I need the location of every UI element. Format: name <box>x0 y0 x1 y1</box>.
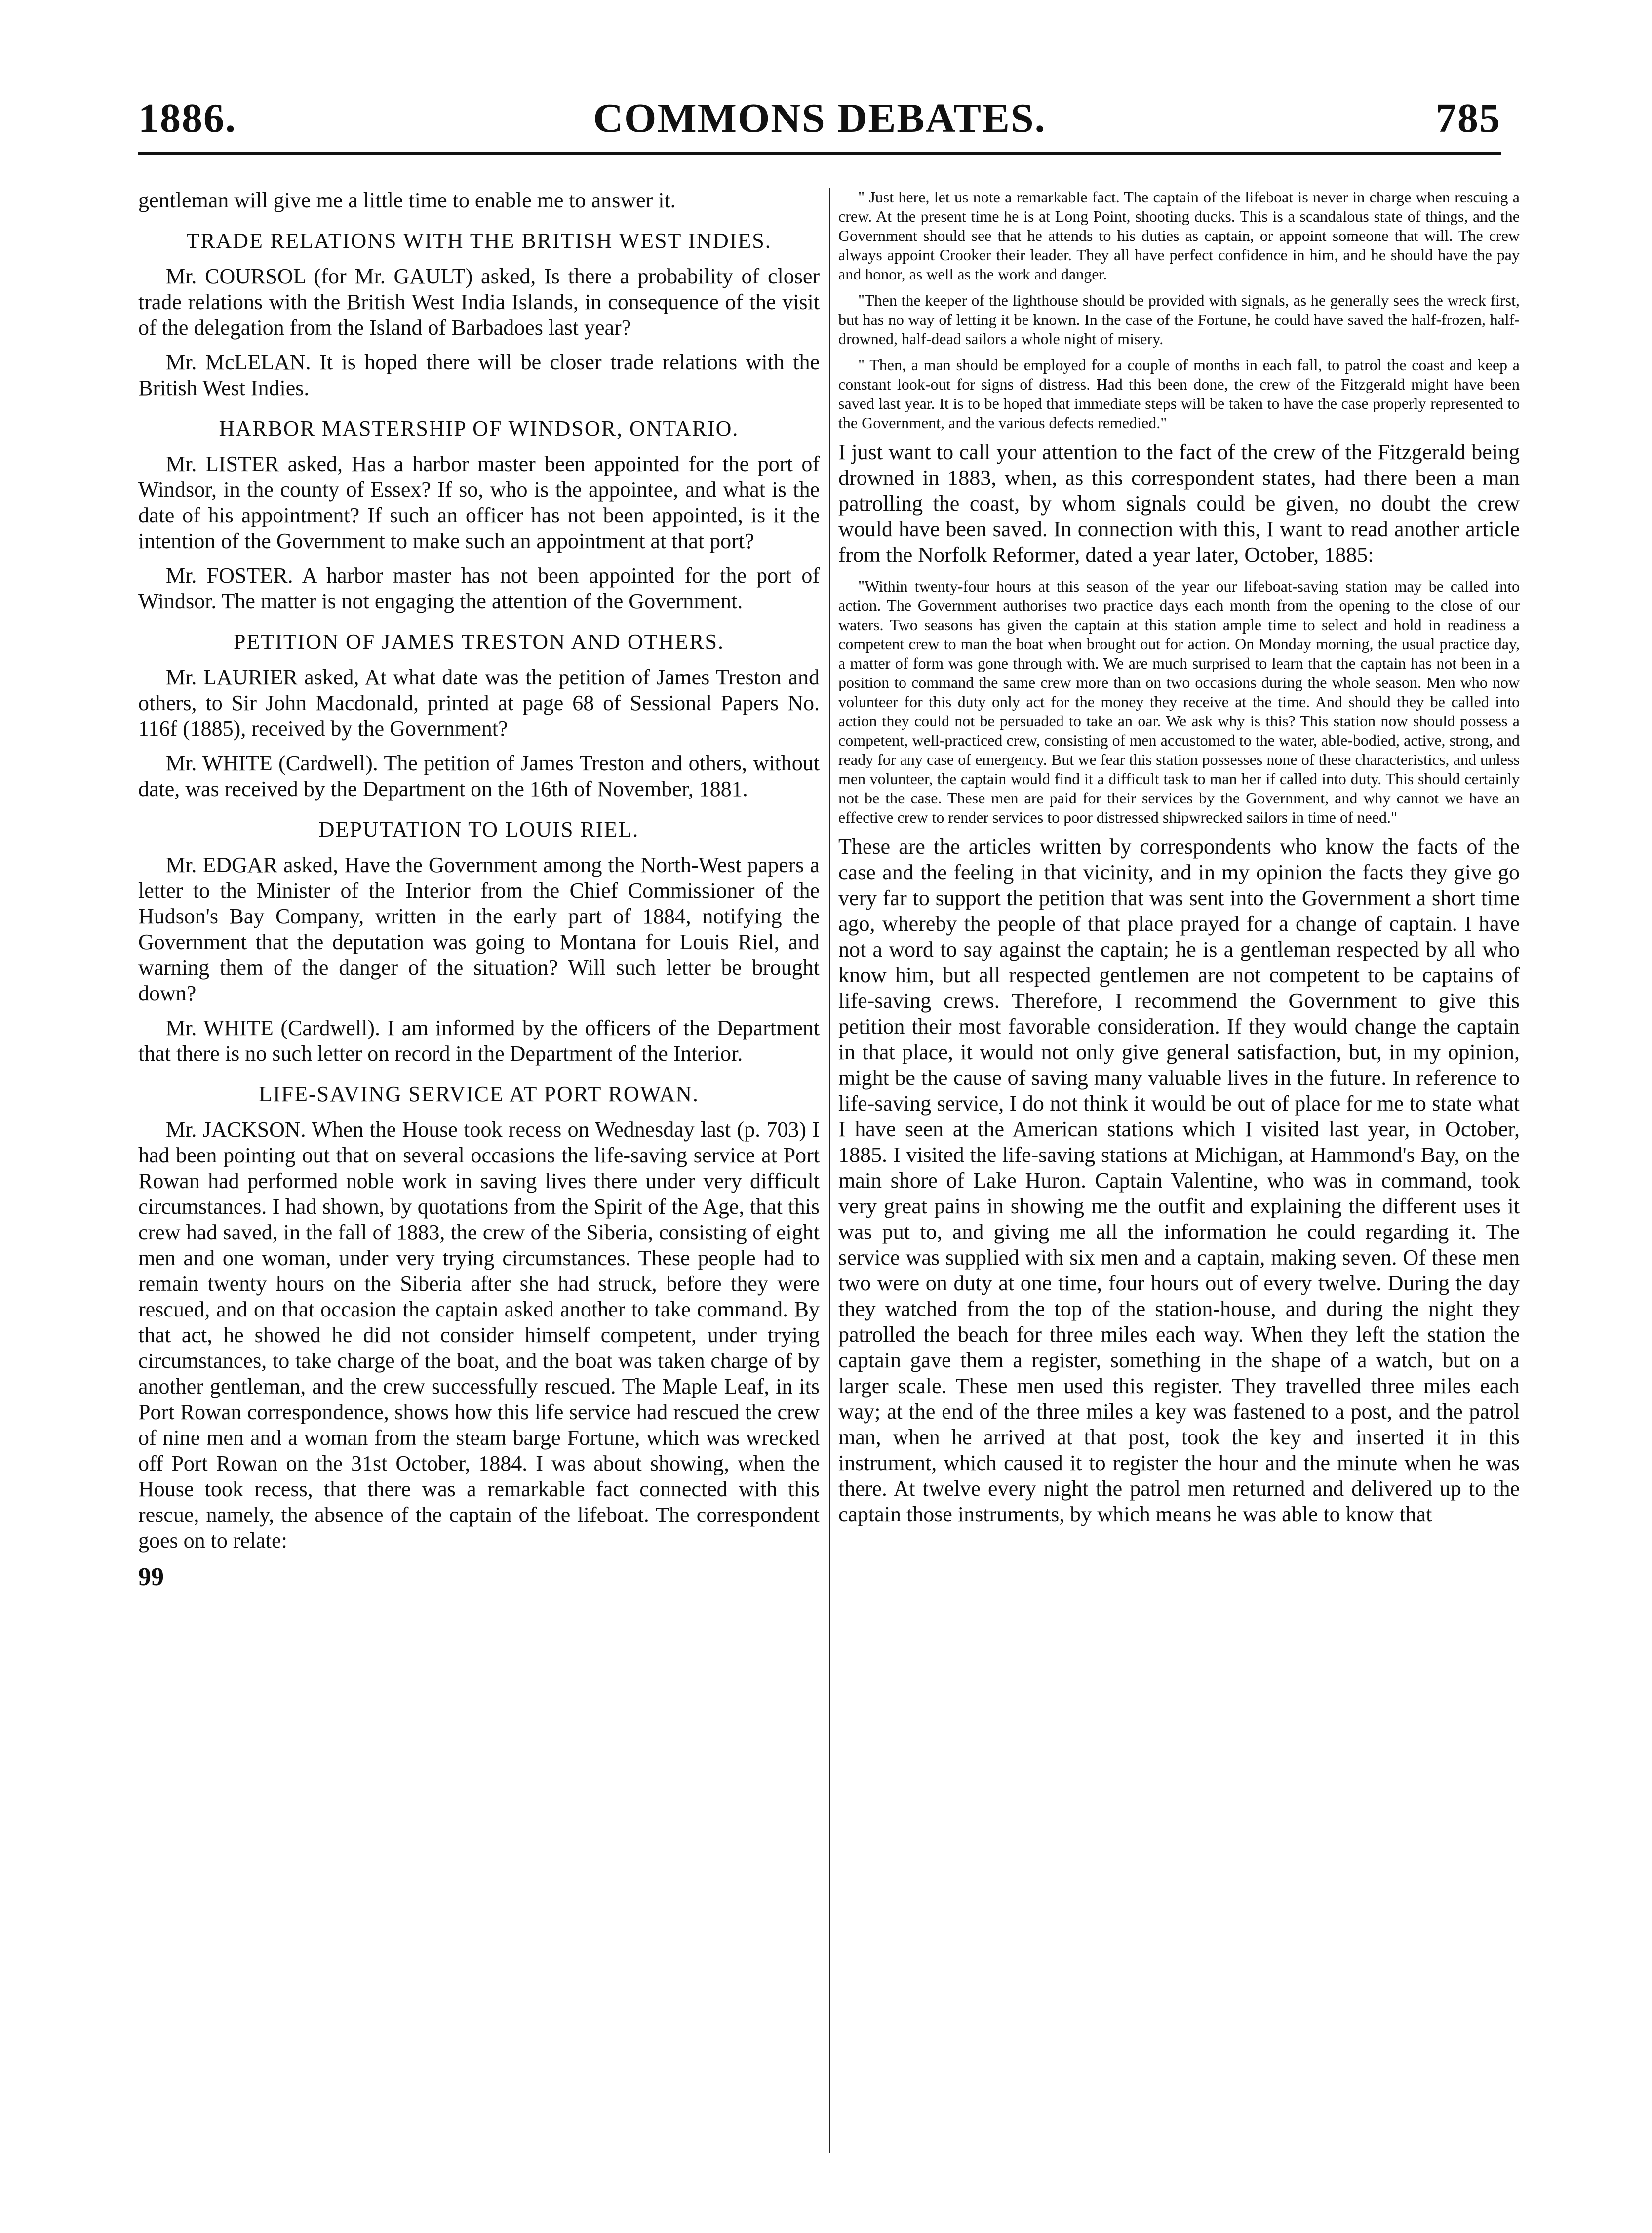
section-heading: PETITION OF JAMES TRESTON AND OTHERS. <box>233 630 724 654</box>
section-life-saving <box>138 1081 820 1554</box>
left-column <box>138 188 820 1592</box>
answer-paragraph: Mr. WHITE (Cardwell). I am informed by the officers of the Department that there is no such letter on record in the Department of the Interior. <box>138 1016 820 1066</box>
question-paragraph: Mr. LISTER asked, Has a harbor master been appointed for the port of Windsor, in the county of Essex? If so, who is the appointee, and what is the date of his appointment? If such an officer has not been appointed, is it the intention of the Government to make such an appointment at that port? <box>138 452 820 553</box>
section-trade-relations <box>138 228 820 401</box>
section-heading: LIFE-SAVING SERVICE AT PORT ROWAN. <box>259 1082 699 1106</box>
answer-paragraph: Mr. FOSTER. A harbor master has not been appointed for the port of Windsor. The matter is not engaging the attention of the Government. <box>138 563 820 613</box>
section-petition-treston <box>138 629 820 802</box>
quoted-paragraph: "Within twenty-four hours at this season of the year our lifeboat-saving station may be called into action. The Government authorises two practice days each month from the opening to the close of our waters. Two seasons has given the captain at this station ample time to select and hold in readiness a competent crew to man the boat when brought out for action. On Monday morning, the usual practice day, a matter of form was gone through with. We are much surprised to learn that the captain has not been in a position to command the same crew more than on two occasions during the whole season. Men who now volunteer for this duty only act for the money they receive at the time. And should they be called into action they could not be persuaded to take an oar. We ask why is this? This station now should possess a competent, well-practiced crew, consisting of men accustomed to the water, able-bodied, active, strong, and ready for any case of emergency. But we fear this station possesses none of these characteristics, and unless men volunteer, the captain would find it a difficult task to man her if called into duty. This should certainly not be the case. These men are paid for their services by the Government, and why cannot we have an effective crew to render services to poor distressed shipwrecked sailors in time of need." <box>838 577 1520 826</box>
speech-paragraph: These are the articles written by correspondents who know the facts of the case and the feeling in that vicinity, and in my opinion the facts they give go very far to support the petition that was sent into the Government a short time ago, whereby the people of that place prayed for a change of captain. I have not a word to say against the captain; he is a gentleman respected by all who know him, but all respected gentlemen are not competent to be captains of life-saving crews. Therefore, I recommend the Government to give this petition their most favorable consideration. If they would change the captain in that place, it would not only give general satisfaction, but, in my opinion, might be the cause of saving many valuable lives in the future. In reference to life-saving service, I do not think it would be out of place for me to state what I have seen at the American stations which I visited last year, in October, 1885. I visited the life-saving stations at Michigan, at Hammond's Bay, on the main shore of Lake Huron. Captain Valentine, who was in command, took very great pains in showing me the outfit and explaining the different uses it was put to, and giving me all the information he could regarding it. The service was supplied with six men and a captain, making seven. Of these men two were on duty at one time, four hours out of every twelve. During the day they watched from the top of the station-house, and during the night they patrolled the beach for three miles each way. When they left the station the captain gave them a register, something in the shape of a watch, but on a larger scale. These men used this register. They travelled three miles each way; at the end of the three miles a key was fastened to a post, and the patrol man, when he arrived at that post, took the key and inserted it in this instrument, which caused it to register the hour and the minute when he was there. At twelve every night the patrol men returned and delivered up to the captain those instruments, by which means he was able to know that <box>838 835 1520 1526</box>
answer-paragraph: Mr. WHITE (Cardwell). The petition of James Treston and others, without date, was received by the Department on the 16th of November, 1881. <box>138 751 820 801</box>
speech-paragraph: Mr. JACKSON. When the House took recess on Wednesday last (p. 703) I had been pointing out that on several occasions the life-saving service at Port Rowan had performed noble work in saving lives there under very difficult circumstances. I had shown, by quotations from the Spirit of the Age, that this crew had saved, in the fall of 1883, the crew of the Siberia, consisting of eight men and one woman, under very trying circumstances. These people had to remain twenty hours on the Siberia after she had struck, before they were rescued, and on that occasion the captain asked another to take command. By that act, he showed he did not consider himself competent, under trying circumstances, to take charge of the boat, and the boat was taken charge of by another gentleman, and the crew successfully rescued. The Maple Leaf, in its Port Rowan correspondence, shows how this life service had rescued the crew of nine men and a woman from the steam barge Fortune, which was wrecked off Port Rowan on the 31st October, 1884. I was about showing, when the House took recess, that there was a remarkable fact connected with this rescue, namely, the absence of the captain of the lifeboat. The correspondent goes on to relate: <box>138 1117 820 1553</box>
running-title: COMMONS DEBATES. <box>593 95 1046 141</box>
quoted-paragraph: " Then, a man should be employed for a couple of months in each fall, to patrol the coast and keep a constant look-out for signs of distress. Had this been done, the crew of the Fitzgerald might have been saved last year. It is to be hoped that immediate steps will be taken to have the case properly represented to the Government, and the various defects remedied." <box>838 356 1520 432</box>
intro-paragraph: gentleman will give me a little time to enable me to answer it. <box>138 188 676 212</box>
question-paragraph: Mr. EDGAR asked, Have the Government among the North-West papers a letter to the Minister of the Interior from the Chief Commissioner of the Hudson's Bay Company, written in the early part of 1884, notifying the Government that the deputation was going to Montana for Louis Riel, and warning them of the danger of the situation? Will such letter be brought down? <box>138 853 820 1005</box>
quoted-paragraph: " Just here, let us note a remarkable fact. The captain of the lifeboat is never in charge when rescuing a crew. At the present time he is at Long Point, shooting ducks. This is a scandalous state of things, and the Government should see that he attends to his duties as captain, or appoint someone that will. The crew always appoint Crooker their leader. They all have perfect confidence in him, and he should have the pay and honor, as well as the work and danger. <box>838 188 1520 283</box>
header-year: 1886. <box>138 95 236 141</box>
header-rule <box>138 152 1501 155</box>
quoted-paragraph: "Then the keeper of the lighthouse should be provided with signals, as he generally sees the wreck first, but has no way of letting it be known. In the case of the Fortune, he could have saved the half-frozen, half-drowned, half-dead sailors a whole night of misery. <box>838 291 1520 348</box>
section-harbor-mastership <box>138 416 820 614</box>
page-header <box>138 94 1501 168</box>
section-deputation-riel <box>138 817 820 1067</box>
right-column <box>838 188 1520 1536</box>
section-heading: DEPUTATION TO LOUIS RIEL. <box>318 817 639 841</box>
question-paragraph: Mr. COURSOL (for Mr. GAULT) asked, Is there a probability of closer trade relations with the British West India Islands, in consequence of the visit of the delegation from the Island of Barbadoes last year? <box>138 264 820 340</box>
column-divider <box>829 188 830 2153</box>
section-heading: HARBOR MASTERSHIP OF WINDSOR, ONTARIO. <box>219 416 739 440</box>
page-number: 785 <box>1436 95 1501 141</box>
section-heading: TRADE RELATIONS WITH THE BRITISH WEST INDIES. <box>186 229 772 253</box>
speech-paragraph: I just want to call your attention to the fact of the crew of the Fitzgerald being drowned in 1883, when, as this correspondent states, had there been a man patrolling the coast, by whom signals could be given, no doubt the crew would have been saved. In connection with this, I want to read another article from the Norfolk Reformer, dated a year later, October, 1885: <box>838 440 1520 567</box>
answer-paragraph: Mr. McLELAN. It is hoped there will be closer trade relations with the British West Indies. <box>138 350 820 400</box>
signature-mark: 99 <box>138 1563 164 1591</box>
question-paragraph: Mr. LAURIER asked, At what date was the petition of James Treston and others, to Sir John Macdonald, printed at page 68 of Sessional Papers No. 116f (1885), received by the Government? <box>138 665 820 741</box>
